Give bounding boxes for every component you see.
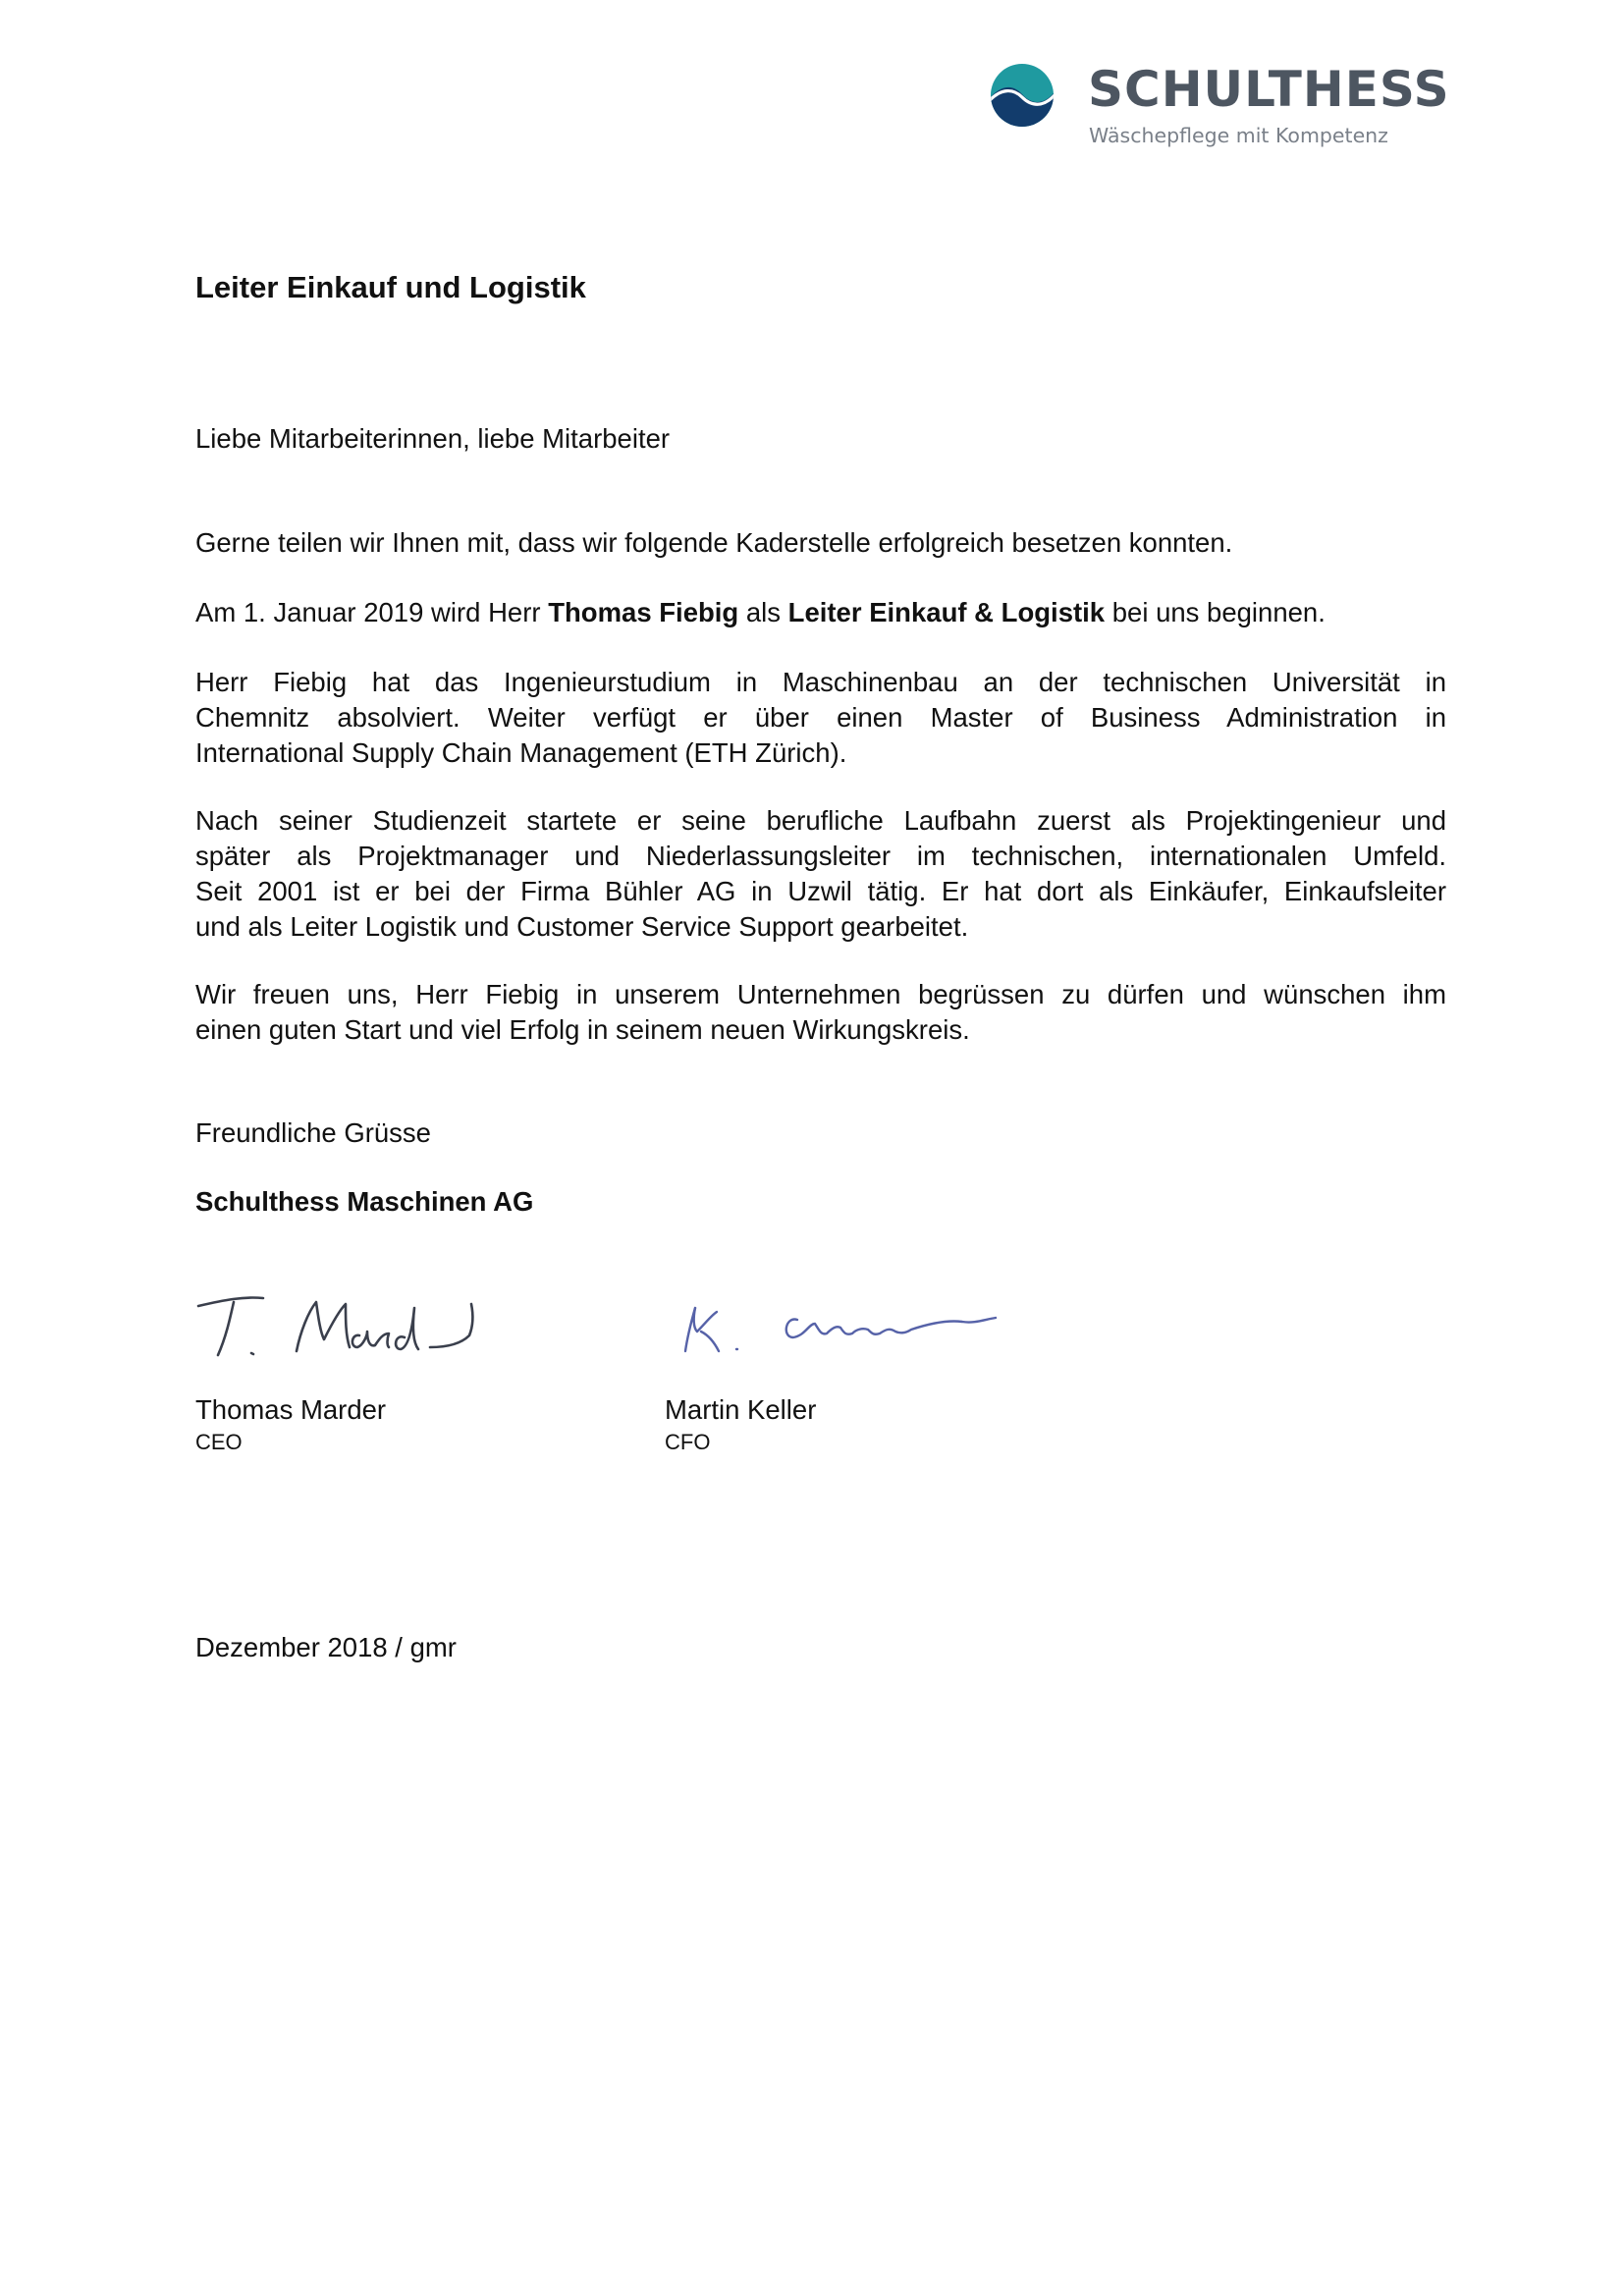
announcement-text-b: als [738, 597, 788, 627]
logo-wordmark: SCHULTHESS [1088, 61, 1450, 118]
paragraph-line: International Supply Chain Management (ETH Zürich). [195, 737, 847, 768]
new-employee-name: Thomas Fiebig [548, 597, 739, 627]
paragraph-intro: Gerne teilen wir Ihnen mit, dass wir folgende Kaderstelle erfolgreich besetzen konnten. [195, 527, 1233, 558]
letter-title: Leiter Einkauf und Logistik [195, 270, 586, 304]
paragraph-line: Wir freuen uns, Herr Fiebig in unserem Unternehmen begrüssen zu dürfen und wünschen ihm [195, 979, 1446, 1009]
paragraph-line: und als Leiter Logistik und Customer Service Support gearbeitet. [195, 911, 969, 942]
paragraph-education [195, 665, 1446, 771]
paragraph-line: Chemnitz absolviert. Weiter verfügt er über einen Master of Business Administration in [195, 702, 1446, 733]
paragraph-career [195, 803, 1446, 945]
new-employee-role: Leiter Einkauf & Logistik [787, 597, 1106, 627]
announcement-text-c: bei uns beginnen. [1105, 597, 1326, 627]
paragraph-line: Nach seiner Studienzeit startete er seine berufliche Laufbahn zuerst als Projektingenieur und [195, 805, 1446, 836]
paragraph-line: Seit 2001 ist er bei der Firma Bühler AG in Uzwil tätig. Er hat dort als Einkäufer, Einkaufsleiter [195, 876, 1446, 906]
schulthess-wave-icon [990, 63, 1055, 128]
paragraph-line: einen guten Start und viel Erfolg in seinem neuen Wirkungskreis. [195, 1014, 970, 1045]
letter-date-reference: Dezember 2018 / gmr [195, 1632, 457, 1662]
signature-martin-keller [672, 1294, 1045, 1363]
paragraph-line: Herr Fiebig hat das Ingenieurstudium in Maschinenbau an der technischen Universität in [195, 667, 1446, 697]
signature-thomas-marder [194, 1277, 489, 1371]
signatory-role: CFO [665, 1430, 711, 1454]
signatory-name: Martin Keller [665, 1394, 817, 1425]
paragraph-welcome [195, 977, 1446, 1048]
signatory-name: Thomas Marder [195, 1394, 387, 1425]
signatory-role: CEO [195, 1430, 243, 1454]
company-name: Schulthess Maschinen AG [195, 1186, 534, 1217]
company-logo [990, 61, 1540, 159]
salutation: Liebe Mitarbeiterinnen, liebe Mitarbeiter [195, 423, 671, 454]
paragraph-announcement [195, 595, 1446, 630]
logo-tagline: Wäschepflege mit Kompetenz [1089, 124, 1388, 147]
paragraph-line: später als Projektmanager und Niederlassungsleiter im technischen, internationalen Umfeld. [195, 841, 1446, 871]
announcement-text-a: Am 1. Januar 2019 wird Herr [195, 597, 549, 627]
closing: Freundliche Grüsse [195, 1117, 431, 1148]
